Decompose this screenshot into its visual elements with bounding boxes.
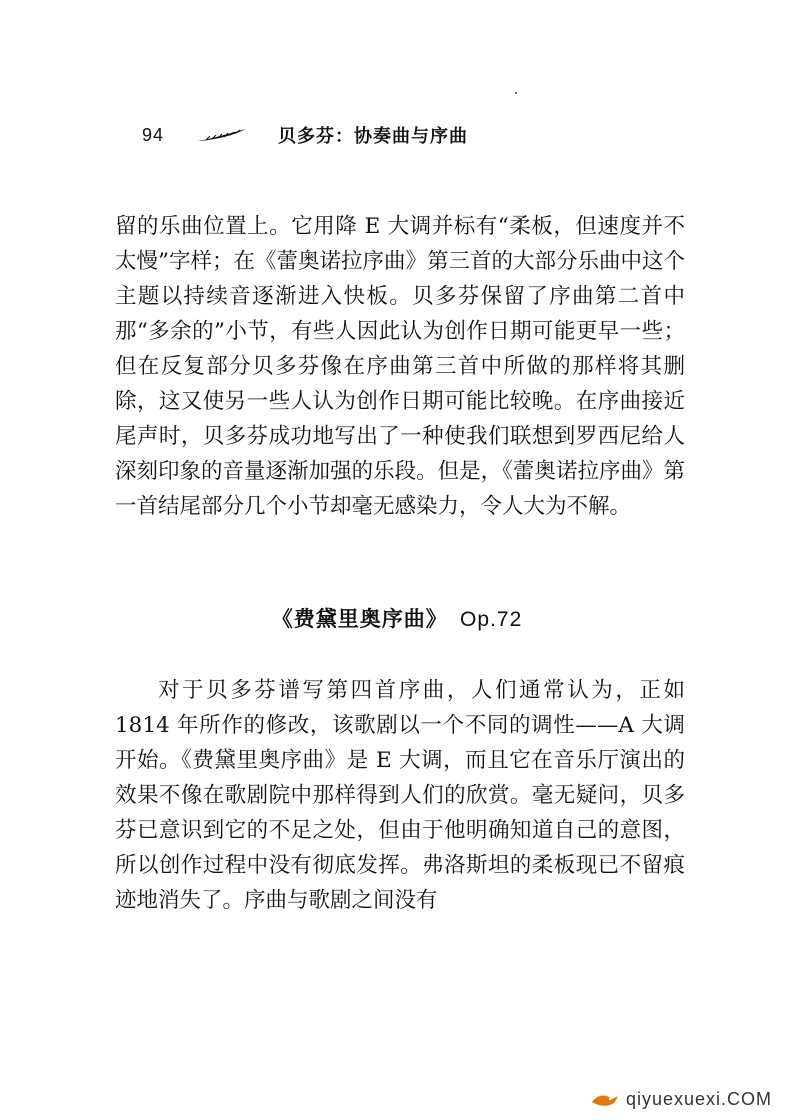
running-title: 贝多芬：协奏曲与序曲 (278, 126, 468, 147)
section-heading (0, 603, 794, 633)
section-title: 《费黛里奥序曲》 (271, 606, 448, 631)
page-header (142, 120, 468, 150)
paragraph-continued: 留的乐曲位置上。它用降 E 大调并标有“柔板，但速度并不太慢”字样；在《蕾奥诺拉序曲》第三首的大部分乐曲中这个主题以持续音逐渐进入快板。贝多芬保留了序曲第二首中那“多余的”小节，有些人因此认为创作日期可能更早一些；但在反复部分贝多芬像在序曲第三首中所做的那样将其删除，这又使另一些人认为创作日期可能比较晚。在序曲接近尾声时，贝多芬成功地写出了一种使我们联想到罗西尼给人深刻印象的音量逐渐加强的乐段。但是，《蕾奥诺拉序曲》第一首结尾部分几个小节却毫无感染力，令人大为不解。 (115, 214, 685, 519)
watermark-text: qiyuexuexi.COM (625, 1089, 772, 1109)
bird-logo-icon (590, 1090, 620, 1110)
scan-speck (515, 92, 517, 94)
page-number: 94 (142, 124, 165, 145)
paragraph-body: 对于贝多芬谱写第四首序曲，人们通常认为，正如 1814 年所作的修改，该歌剧以一个不同的调性——A 大调开始。《费黛里奥序曲》是 E 大调，而且它在音乐厅演出的效果不像在歌剧院中那样得到人们的欣赏。毫无疑问，贝多芬已意识到它的不足之处，但由于他明确知道自己的意图，所以创作过程中没有彻底发挥。弗洛斯坦的柔板现已不留痕迹地消失了。序曲与歌剧之间没有 (115, 678, 685, 913)
section-opus: Op.72 (460, 608, 523, 631)
quill-ornament-icon (196, 127, 248, 143)
site-watermark (590, 1089, 772, 1110)
